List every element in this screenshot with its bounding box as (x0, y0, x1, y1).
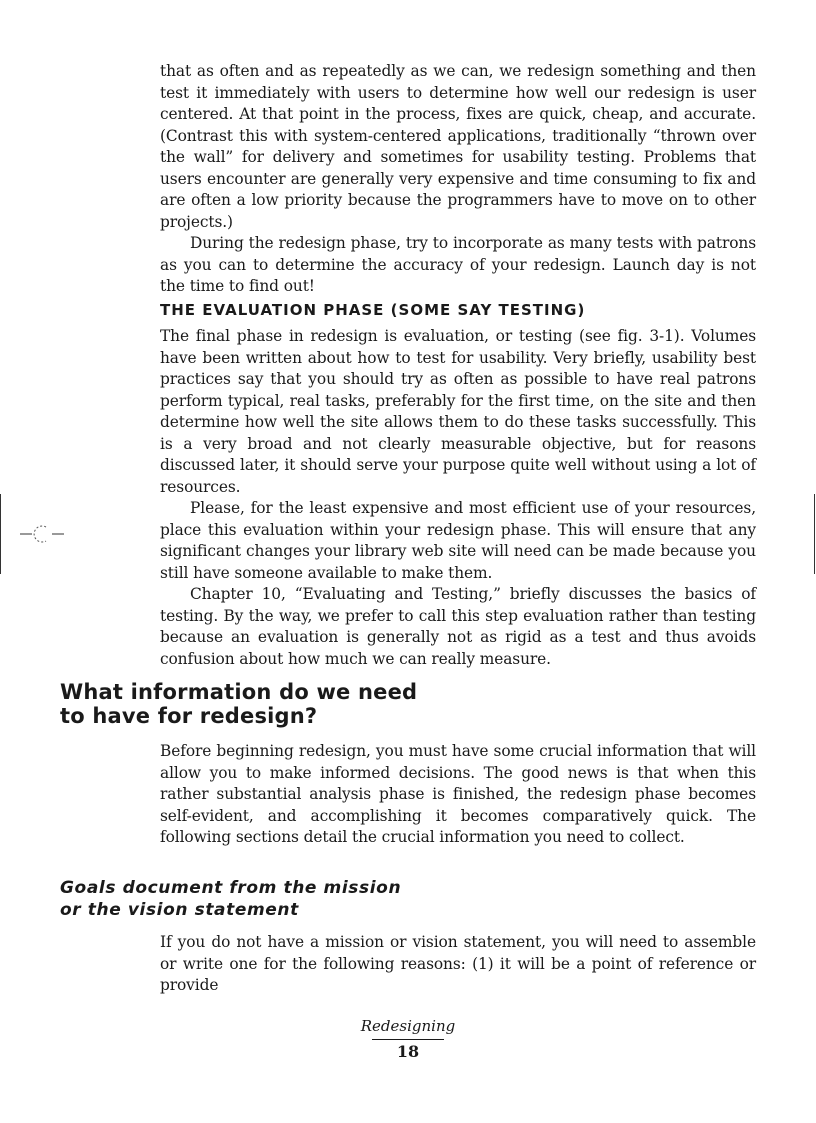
registration-mark-icon (20, 522, 64, 546)
top-text-block (160, 61, 756, 298)
paragraph-continuation: that as often and as repeatedly as we can, we redesign something and then test it immediately with users to determine how well our redesign is user centered. At that point in the process, fixes are quick, cheap, and accurate. (Contrast this with system-centered applications, traditionally “thrown over the wall” for delivery and sometimes for usability testing. Problems that users encounter are generally very expensive and time consuming to fix and are often a low priority because the programmers have to move on to other projects.) (160, 62, 756, 231)
page-footer (0, 1015, 816, 1062)
goals-text-block (160, 932, 756, 997)
crop-mark-left (0, 494, 1, 574)
footer-rule (372, 1039, 444, 1040)
page-number: 18 (396, 1042, 420, 1061)
info-section-heading (60, 680, 417, 728)
evaluation-phase-heading: THE EVALUATION PHASE (SOME SAY TESTING) (160, 301, 586, 319)
evaluation-section (160, 300, 756, 320)
goals-section-heading (60, 877, 401, 921)
evaluation-text-block (160, 326, 756, 670)
goals-heading-line-2: or the vision statement (60, 900, 299, 920)
info-heading-line-1: What information do we need (60, 680, 418, 704)
paragraph-info-intro: Before beginning redesign, you must have some crucial information that will allow you to make informed decisions. The good news is that when this rather substantial analysis phase is finished, the redesign phase becomes self-evident, and accomplishing it becomes comparatively quick. The following sections detail the crucial information you need to collect. (160, 742, 756, 846)
paragraph-evaluation-intro: The final phase in redesign is evaluation, or testing (see fig. 3-1). Volumes have been written about how to test for usability. Very briefly, usability best practices say that you should try as often as possible to have real patrons perform typical, real tasks, preferably for the first time, on the site and then determine how well the site allows them to do these tasks successfully. This is a very broad and not clearly measurable objective, but for reasons discussed later, it should serve your purpose quite well without using a lot of resources. (160, 327, 756, 496)
info-text-block (160, 741, 756, 849)
crop-mark-right (814, 494, 815, 574)
paragraph-goals-intro: If you do not have a mission or vision statement, you will need to assemble or write one for the following reasons: (1) it will be a point of reference or provide (160, 933, 756, 994)
paragraph-evaluation-chapter: Chapter 10, “Evaluating and Testing,” briefly discusses the basics of testing. By the way, we prefer to call this step evaluation rather than testing because an evaluation is generally not as rigid as a test and thus avoids confusion about how much we can really measure. (160, 585, 756, 668)
goals-heading-line-1: Goals document from the mission (60, 878, 402, 898)
paragraph-evaluation-placement: Please, for the least expensive and most efficient use of your resources, place this evaluation within your redesign phase. This will ensure that any significant changes your library web site will need can be made because you still have someone available to make them. (160, 499, 756, 582)
running-title: Redesigning (360, 1017, 456, 1035)
info-heading-line-2: to have for redesign? (60, 704, 318, 728)
paragraph-redesign-tests: During the redesign phase, try to incorporate as many tests with patrons as you can to determine the accuracy of your redesign. Launch day is not the time to find out! (160, 234, 756, 295)
